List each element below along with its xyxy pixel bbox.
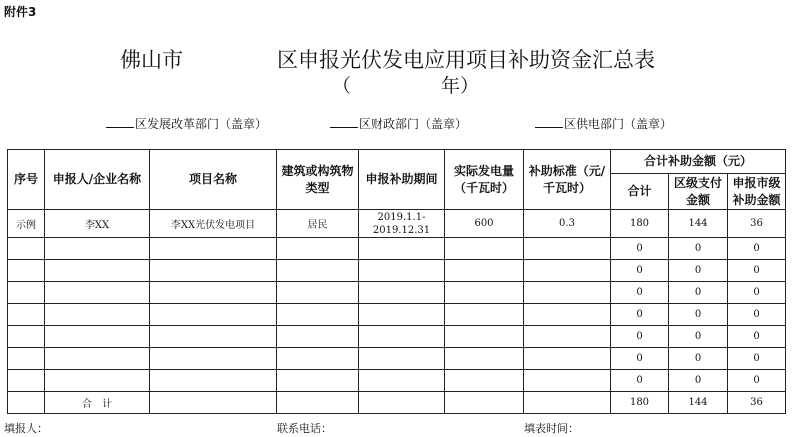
period-start: 2019.1.1- bbox=[377, 211, 426, 223]
cell-standard: 0.3 bbox=[524, 210, 611, 238]
cell-district: 0 bbox=[669, 326, 728, 348]
table-row-sum bbox=[8, 392, 786, 414]
table-row bbox=[8, 282, 786, 304]
cell-city: 0 bbox=[728, 326, 786, 348]
header-project: 项目名称 bbox=[150, 150, 277, 210]
footer-phone: 联系电话： bbox=[277, 422, 332, 435]
attachment-label: 附件3 bbox=[4, 5, 37, 19]
page-title: 区申报光伏发电应用项目补助资金汇总表 bbox=[277, 48, 655, 72]
cell-district: 0 bbox=[669, 238, 728, 260]
table-row bbox=[8, 304, 786, 326]
cell-total: 180 bbox=[611, 392, 669, 414]
stamp-finance bbox=[330, 115, 467, 132]
table-row bbox=[8, 238, 786, 260]
cell-total: 0 bbox=[611, 282, 669, 304]
cell-building-type: 居民 bbox=[277, 210, 359, 238]
cell-city: 0 bbox=[728, 370, 786, 392]
subsidy-summary-table bbox=[7, 149, 786, 414]
header-district: 区级支付金额 bbox=[669, 174, 728, 210]
cell-city: 36 bbox=[728, 210, 786, 238]
cell-total: 0 bbox=[611, 260, 669, 282]
header-period: 申报补助期间 bbox=[359, 150, 445, 210]
cell-project: 李XX光伏发电项目 bbox=[150, 210, 277, 238]
year-open: （ bbox=[332, 75, 352, 97]
cell-city: 0 bbox=[728, 282, 786, 304]
cell-total: 0 bbox=[611, 370, 669, 392]
table-row bbox=[8, 348, 786, 370]
table-row bbox=[8, 370, 786, 392]
header-total: 合计 bbox=[611, 174, 669, 210]
cell-city: 0 bbox=[728, 260, 786, 282]
sum-label: 合 计 bbox=[45, 392, 150, 414]
cell-city: 0 bbox=[728, 238, 786, 260]
cell-total: 0 bbox=[611, 238, 669, 260]
table-row bbox=[8, 326, 786, 348]
header-standard: 补助标准（元/千瓦时） bbox=[524, 150, 611, 210]
cell-applicant: 李XX bbox=[45, 210, 150, 238]
table-row-example bbox=[8, 210, 786, 238]
cell-city: 0 bbox=[728, 348, 786, 370]
header-building-type: 建筑或构筑物类型 bbox=[277, 150, 359, 210]
cell-total: 0 bbox=[611, 326, 669, 348]
cell-city: 0 bbox=[728, 304, 786, 326]
cell-district: 0 bbox=[669, 282, 728, 304]
cell-total: 180 bbox=[611, 210, 669, 238]
header-applicant: 申报人/企业名称 bbox=[45, 150, 150, 210]
cell-total: 0 bbox=[611, 304, 669, 326]
cell-total: 0 bbox=[611, 348, 669, 370]
stamp-power-supply bbox=[535, 115, 672, 132]
stamp-label: 区发展改革部门（盖章） bbox=[135, 117, 268, 131]
cell-generation: 600 bbox=[445, 210, 524, 238]
title-city: 佛山市 bbox=[120, 48, 183, 72]
stamp-blank bbox=[535, 116, 563, 128]
stamp-label: 区供电部门（盖章） bbox=[564, 117, 673, 131]
cell-district: 144 bbox=[669, 210, 728, 238]
cell-district: 0 bbox=[669, 260, 728, 282]
period-end: 2019.12.31 bbox=[372, 224, 431, 236]
cell-period bbox=[359, 210, 445, 238]
table-row bbox=[8, 260, 786, 282]
header-total-group: 合计补助金额（元） bbox=[611, 150, 786, 174]
title-year bbox=[332, 71, 479, 98]
cell-district: 0 bbox=[669, 304, 728, 326]
cell-city: 36 bbox=[728, 392, 786, 414]
header-seq: 序号 bbox=[8, 150, 45, 210]
stamp-label: 区财政部门（盖章） bbox=[359, 117, 468, 131]
footer-filler: 填报人： bbox=[4, 422, 48, 435]
cell-district: 144 bbox=[669, 392, 728, 414]
stamp-blank bbox=[106, 116, 134, 128]
year-close: 年） bbox=[441, 75, 480, 97]
header-city: 申报市级补助金额 bbox=[728, 174, 786, 210]
cell-seq: 示例 bbox=[8, 210, 45, 238]
cell-district: 0 bbox=[669, 370, 728, 392]
header-row bbox=[8, 150, 786, 174]
stamp-development-reform bbox=[106, 115, 267, 132]
stamp-blank bbox=[330, 116, 358, 128]
header-generation: 实际发电量（千瓦时） bbox=[445, 150, 524, 210]
cell-district: 0 bbox=[669, 348, 728, 370]
footer-date: 填表时间： bbox=[524, 422, 579, 435]
